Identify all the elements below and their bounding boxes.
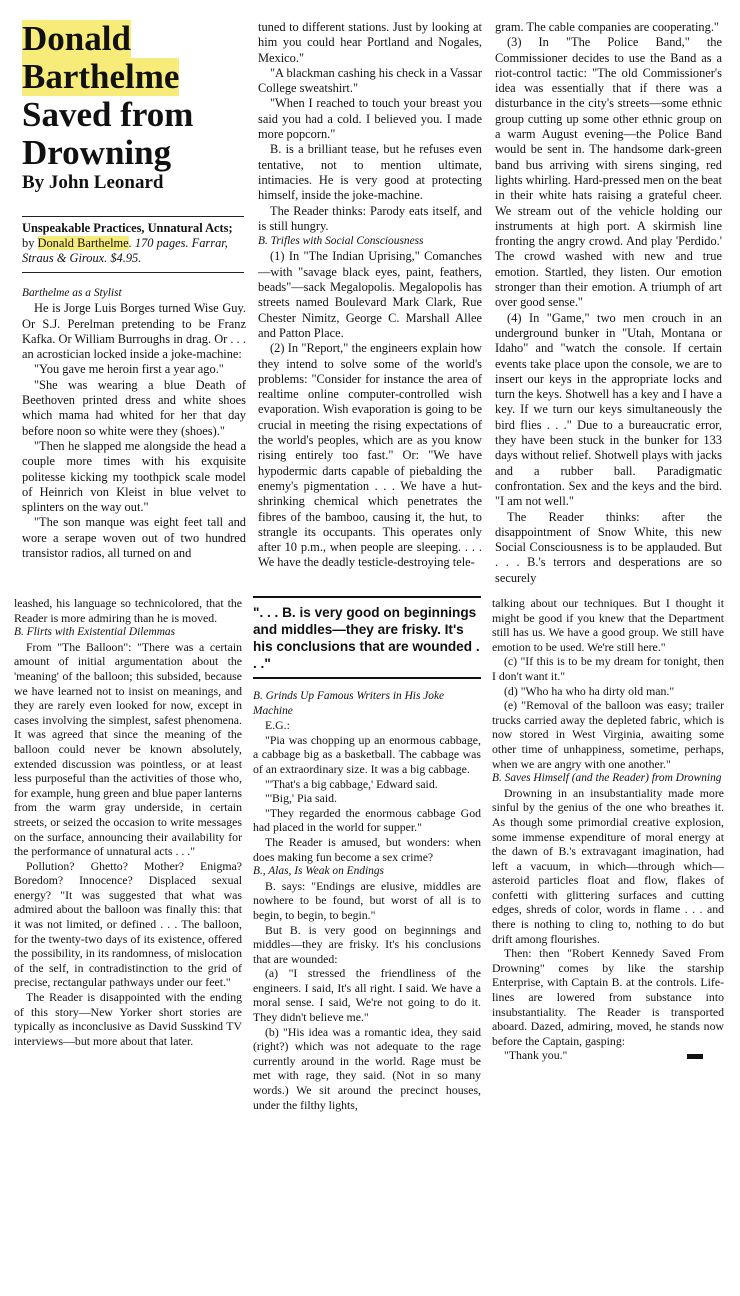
paragraph: "You gave me heroin first a year ago." [34,362,224,377]
paragraph: The Reader is amused, but wonders: when does making fun become a sex crime? [253,834,481,864]
paragraph: "'That's a big cabbage,' Edward said. [265,776,438,791]
book-info [22,216,244,273]
paragraph: Then: then "Robert Kennedy Saved From Drowning" comes by like the starship Enterprise, with Captain B. at the controls. Life-lines are lowered from substance into insubstantiality. The Reader is transported aboard. Dazed, admiring, moved, he stands now before the Captain, gasping: [492,946,724,1048]
section-heading: B. Flirts with Existential Dilemmas [14,626,176,639]
byline: By John Leonard [22,172,164,193]
paragraph: leashed, his language so technicolored, that the Reader is more admiring than he is moved. [14,596,242,625]
paragraph: "Thank you." [492,1048,724,1063]
column-1 [22,286,246,561]
end-mark [687,1054,703,1059]
section-heading: B., Alas, Is Weak on Endings [253,865,384,878]
paragraph: gram. The cable companies are cooperating." [495,20,719,34]
book-by: by [22,236,38,250]
section-heading: B. Saves Himself (and the Reader) from Drowning [492,772,722,785]
bottom-column-2 [253,596,481,1112]
paragraphs [492,596,724,771]
headline [22,20,232,172]
book-details: . 170 pages. Farrar, Straus & Giroux. $4.95. [22,236,228,265]
pull-quote: ". . . B. is very good on beginnings and middles—they are frisky. It's his conclusions that are wounded . . ." [253,596,481,679]
column-2 [258,20,482,571]
paragraph: But B. is very good on beginnings and middles—they are frisky. It's his conclusions that are wounded: [253,922,481,966]
paragraph: (1) In "The Indian Uprising," Comanches—with "savage black eyes, paint, feathers, beads"—sack Megalopolis. Megalopolis has streets named Boulevard Mark Clark, Rue Chester Nimitz, George C. Marshall Allee and Patton Place. [258,249,482,340]
headline-line: Donald [22,19,131,58]
paragraph: (d) "Who ha who ha dirty old man." [504,683,675,698]
paragraph: He is Jorge Luis Borges turned Wise Guy. Or S.J. Perelman pretending to be Franz Kafka. Or William Burroughs in drag. Or . . . an acrostician locked inside a joke-machine: [22,301,246,362]
headline-line: Drowning [22,133,172,172]
paragraph: "'Big,' Pia said. [265,791,337,806]
paragraph: "She was wearing a blue Death of Beethoven printed dress and white shoes which mama had whited for her that day before noon so white were they (shoes)." [22,377,246,438]
paragraphs [253,718,481,864]
paragraph: tuned to different stations. Just by looking at him you could hear Portland and Nogales, Mexico." [258,20,482,65]
paragraphs [22,301,246,561]
paragraph: The Reader thinks: after the disappointment of Snow White, this new Social Consciousness is to be applauded. But . . . B.'s terrors and desperations are so securely [495,509,722,585]
paragraph: (a) "I stressed the friendliness of the engineers. I said, It's all right. I said. We have a moral sense. I said, We're not going to do it. They didn't believe me." [253,966,481,1025]
paragraphs [258,20,482,234]
paragraph: B. is a brilliant tease, but he refuses even tentative, not to mention ultimate, intimacies. He is very good at protecting himself, inside the joke-machine. [258,142,482,203]
paragraph: "Pia was chopping up an enormous cabbage, a cabbage big as a basketball. The cabbage was of an extraordinary size. It was a big cabbage. [253,732,481,776]
paragraph: "They regarded the enormous cabbage God had placed in the world for supper." [253,805,481,835]
book-title: Unspeakable Practices, Unnatural Acts; [22,221,233,235]
paragraph: The Reader thinks: Parody eats itself, and is still hungry. [258,203,482,233]
paragraph: E.G.: [265,718,290,733]
paragraph: From "The Balloon": "There was a certain amount of initial argumentation about the 'meaning' of the balloon; this subsided, because we have learned not to insist on meanings, and they are rarely even looked for now, except in cases involving the simplest, safest phenomena. It was agreed that since the meaning of the balloon could never be known absolutely, extended discussion was pointless, or at least less purposeful than the activities of those who, for example, hung green and blue paper lanterns from the warm gray underside, in certain streets, or seized the occasion to write messages on the surface, announcing their availability for the performance of unnatural acts . . ." [14,639,242,859]
paragraph: The Reader is disappointed with the ending of this story—New Yorker short stories are typically as inconclusive as David Susskind TV interviews—but more about that later. [14,990,242,1048]
paragraph: Pollution? Ghetto? Mother? Enigma? Boredom? Innocence? Displaced sexual energy? "It was suggested that what was admired about the balloon was finally this: that it was not limited, or defined . . . The balloon, for the twenty-two days of its existence, offered the possibility, in its randomness, of mislocation of the self, in contradistinction to the grid of precise, rectangular pathways under our feet." [14,858,242,990]
paragraphs [495,20,722,586]
paragraph: (e) "Removal of the balloon was easy; trailer trucks carried away the depleted fabric, which is now stored in West Virginia, awaiting some other time of unhappiness, sometime, perhaps, when we are angry with one another." [492,698,724,771]
paragraph: B. says: "Endings are elusive, middles are nowhere to be found, but worst of all is to begin, to begin, to begin." [253,878,481,922]
section-heading: B. Trifles with Social Consciousness [258,235,424,248]
section-heading: B. Grinds Up Famous Writers in His Joke Machine [253,690,445,717]
paragraph: "Then he slapped me alongside the head a couple more times with his exquisite politesse kicking my toothpick scale model of Heinrich von Kleist in blue velvet to splinters on the way out." [22,438,246,515]
headline-line: Barthelme [22,57,180,96]
paragraph: talking about our techniques. But I thought it might be good if you knew that the Department still has us. We have a good group. We still have emotion to be used. We're still here." [492,596,724,654]
paragraph: Drowning in an insubstantiality made more sinful by the genius of the one who breathes it. As though some primordial creative explosion, some immense expenditure of moral energy at the dawn of B.'s extravagant imagination, had left a vacuum, in which—through which—asteroid particles float and flow, flakes of confetti with glittering surfaces and cutting edges, shreds of color, words in flame . . . and there is nothing to cling to, nothing to do but drift among flourishes. [492,785,724,946]
paragraphs [14,596,242,625]
paragraph: (c) "If this is to be my dream for tonight, then I don't want it." [492,654,724,683]
paragraph: "A blackman cashing his check in a Vassar College sweatshirt." [258,65,482,96]
column-3 [495,20,722,586]
paragraph: (2) In "Report," the engineers explain how they intend to solve some of the world's problems: "Consider for instance the area of realtime online computer-controlled wish evaporation. Wish evaporation is going to be crucial in meeting the rising expectations of the world's peoples, which are as you know rising entirely too fast." Or: "We have hypodermic darts capable of piebalding the enemy's pigmentation . . . We have a hut-shrinking chemical which penetrates the fibres of the bamboo, causing it, the hut, to strangle its occupants. This operates only after 10 p.m., when people are sleeping. . . . We have the deadly testicle-destroying tele- [258,341,482,570]
paragraph: "The son manque was eight feet tall and wore a serape woven out of two hundred transistor radios, all turned on and [22,515,246,561]
section-heading: Barthelme as a Stylist [22,287,122,299]
paragraph: (b) "His idea was a romantic idea, they said (right?) which was not adequate to the rage currently around in the world. Rage must be met with rage, they said. (Not in so many words.) We sit around the precinct houses, under the filthy lights, [253,1024,481,1112]
paragraphs [253,879,481,1113]
paragraphs [14,640,242,1049]
headline-line: Saved from [22,95,194,134]
paragraphs [492,786,724,1063]
bottom-column-1 [14,596,242,1048]
bottom-column-3 [492,596,724,1063]
book-author: Donald Barthelme [37,236,129,250]
paragraph: (3) In "The Police Band," the Commissioner decides to use the Band as a riot-control tactic: "The old Commissioner's idea was essentially that if there was a disturbance in the city's streets—some ethnic group cutting up some other ethnic group on a warm August evening—the Police Band would be sent in. The handsome dark-green band bus arriving with sirens singing, red lights whirling. Hard-pressed men on the beat in their white hats raising a grateful cheer. We stream out of the vehicle holding our instruments at high port. A skirmish line fronting the angry crowd. And play 'Perdido.' The crowd washed with new and true emotion. Startled, they listen. Our emotion stronger than their emotion. A triumph of art over good sense." [495,35,722,310]
paragraphs [258,249,482,570]
paragraph: (4) In "Game," two men crouch in an underground bunker in "Utah, Montana or Idaho" and "watch the console. If certain events take place upon the console, we are to insert our keys in the appropriate locks and turn the keys. Shotwell has a key and I have a key. If we turn our keys simultaneously the bird flies . . ." Due to a bureaucratic error, they have been stuck in the bunker for 133 days without relief. Shotwell plays with jacks and a rubber ball. Paradigmatic confrontation. Sex and the keys and the bird. "I am not well." [495,310,722,509]
paragraph: "When I reached to touch your breast you said you had a cold. I believed you. I made more popcorn." [258,96,482,142]
